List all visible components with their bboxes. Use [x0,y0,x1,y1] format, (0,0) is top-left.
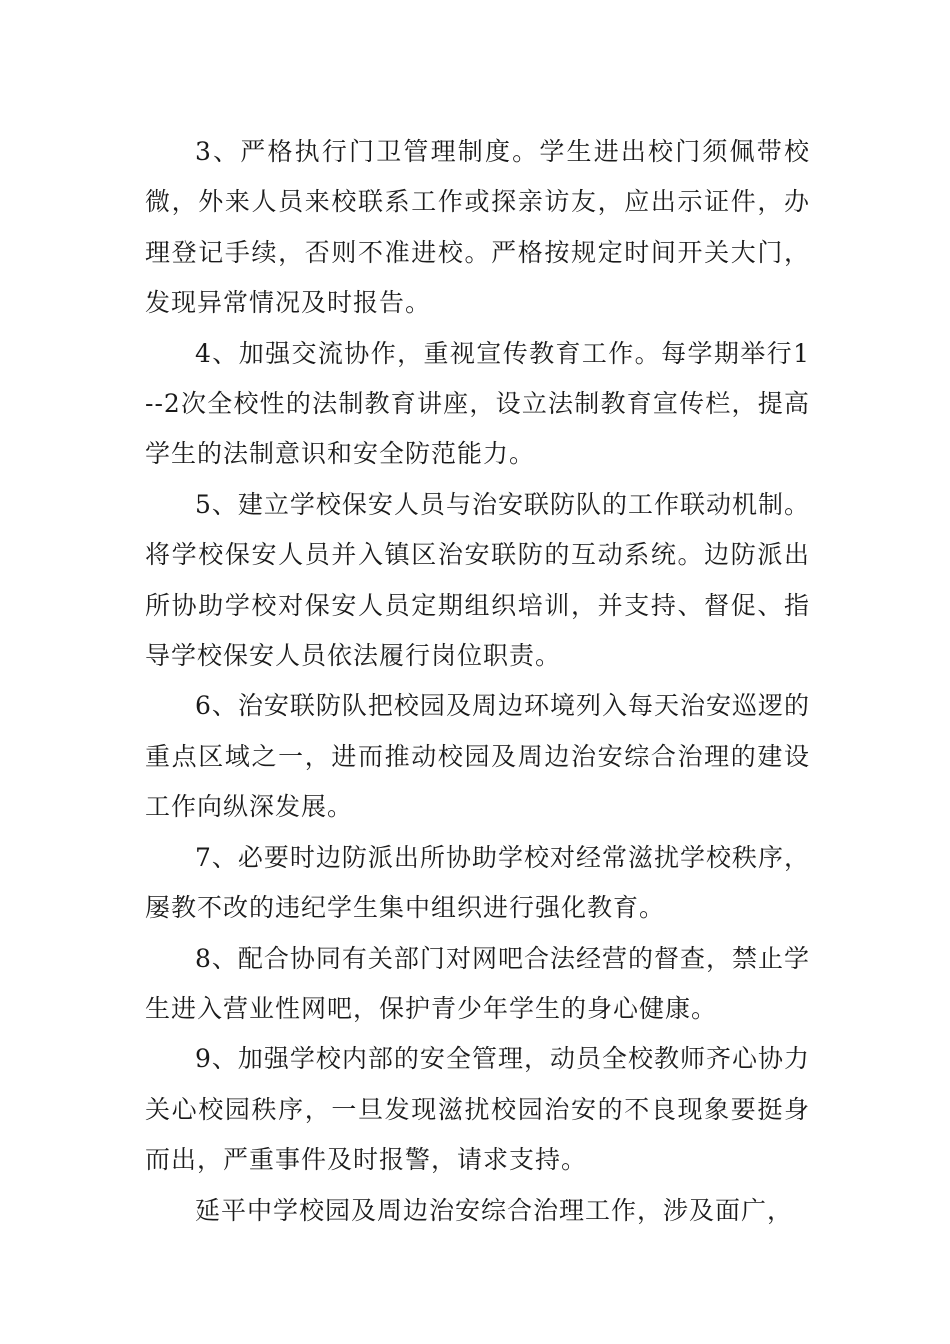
paragraph-item-4: 4、加强交流协作，重视宣传教育工作。每学期举行1--2次全校性的法制教育讲座，设立法制教育宣传栏，提高学生的法制意识和安全防范能力。 [145,338,810,469]
paragraph-item-3: 3、严格执行门卫管理制度。学生进出校门须佩带校微，外来人员来校联系工作或探亲访友，应出示证件，办理登记手续，否则不准进校。严格按规定时间开关大门，发现异常情况及时报告。 [145,137,810,318]
paragraph-item-6: 6、治安联防队把校园及周边环境列入每天治安巡逻的重点区域之一，进而推动校园及周边治安综合治理的建设工作向纵深发展。 [145,691,810,822]
paragraph-item-8: 8、配合协同有关部门对网吧合法经营的督查，禁止学生进入营业性网吧，保护青少年学生的身心健康。 [145,943,810,1023]
paragraph-item-5: 5、建立学校保安人员与治安联防队的工作联动机制。将学校保安人员并入镇区治安联防的互动系统。边防派出所协助学校对保安人员定期组织培训，并支持、督促、指导学校保安人员依法履行岗位职责。 [145,489,810,671]
document-body [145,127,810,1236]
paragraph-item-9: 9、加强学校内部的安全管理，动员全校教师齐心协力关心校园秩序，一旦发现滋扰校园治安的不良现象要挺身而出，严重事件及时报警，请求支持。 [145,1044,810,1175]
paragraph-item-7: 7、必要时边防派出所协助学校对经常滋扰学校秩序，屡教不改的违纪学生集中组织进行强化教育。 [145,842,810,923]
paragraph-closing: 延平中学校园及周边治安综合治理工作，涉及面广， [195,1195,794,1225]
